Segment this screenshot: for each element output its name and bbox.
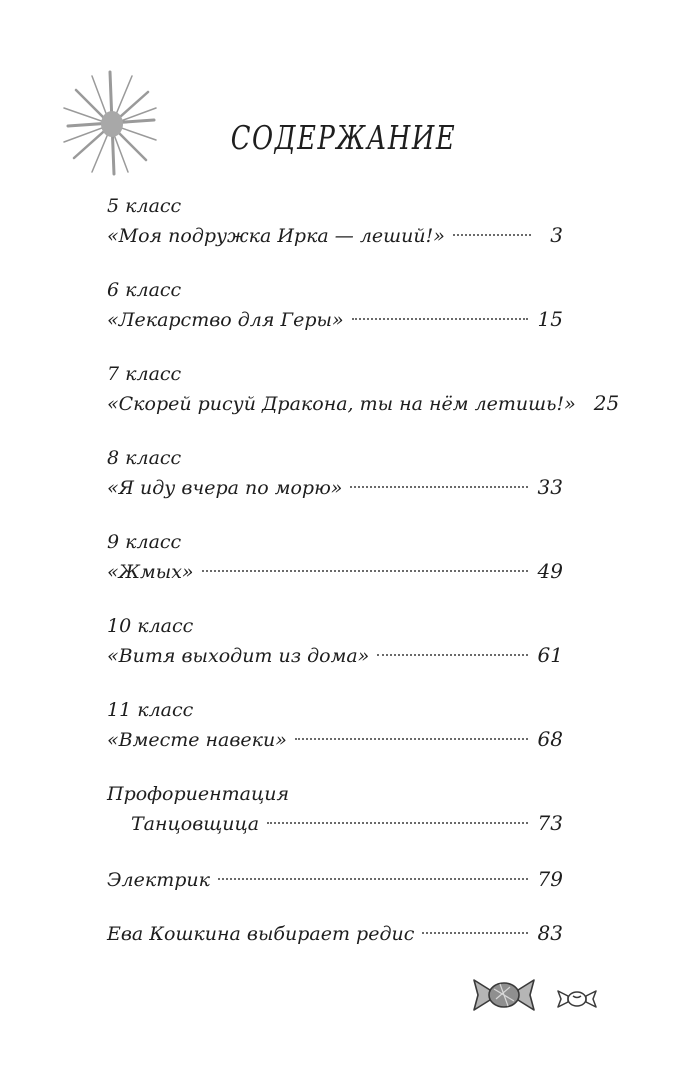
page-number: 79 <box>537 867 563 891</box>
section-label: 5 класс <box>107 195 182 217</box>
dot-leader <box>352 318 528 320</box>
dot-leader <box>350 486 527 488</box>
toc-section-radish <box>107 918 563 948</box>
toc-entry[interactable] <box>107 724 563 754</box>
dot-leader <box>295 738 528 740</box>
toc-section-6 <box>107 276 563 334</box>
wrapped-candy-icon <box>470 972 538 1016</box>
entry-title: «Скорей рисуй Дракона, ты на нём летишь!» <box>107 393 576 415</box>
entry-title: Ева Кошкина выбирает редис <box>107 923 415 945</box>
toc-entry[interactable] <box>107 808 563 838</box>
toc-section-7 <box>107 360 620 418</box>
dot-leader <box>202 570 528 572</box>
toc-section-5 <box>107 192 563 250</box>
dot-leader <box>267 822 527 824</box>
dot-leader <box>453 234 531 236</box>
toc-entry[interactable] <box>107 472 563 502</box>
section-label: 11 класс <box>107 699 194 721</box>
section-label: 9 класс <box>107 531 182 553</box>
dot-leader <box>422 932 527 934</box>
entry-title: «Лекарство для Геры» <box>107 309 344 331</box>
toc-section-electrician <box>107 864 563 894</box>
page-number: 61 <box>537 643 563 667</box>
page-number: 73 <box>537 811 563 835</box>
section-label: 10 класс <box>107 615 194 637</box>
page-number: 33 <box>537 475 563 499</box>
entry-title: Танцовщица <box>131 813 260 835</box>
dot-leader <box>218 878 528 880</box>
toc-entry[interactable] <box>107 640 563 670</box>
candy-outline-icon <box>556 986 598 1012</box>
section-label: 7 класс <box>107 363 182 385</box>
page-number: 68 <box>537 727 563 751</box>
section-label: 8 класс <box>107 447 182 469</box>
toc-entry[interactable] <box>107 556 563 586</box>
page-number: 3 <box>550 223 563 247</box>
entry-title: «Я иду вчера по морю» <box>107 477 343 499</box>
entry-title: «Жмых» <box>107 561 194 583</box>
toc-section-11 <box>107 696 563 754</box>
section-label: Профориентация <box>107 783 290 805</box>
page-number: 49 <box>537 559 563 583</box>
entry-title: «Моя подружка Ирка — леший!» <box>107 225 445 247</box>
toc-section-8 <box>107 444 563 502</box>
dot-leader <box>377 654 527 656</box>
toc-section-10 <box>107 612 563 670</box>
page-number: 83 <box>537 921 563 945</box>
entry-title: «Вместе навеки» <box>107 729 287 751</box>
toc-entry[interactable] <box>107 864 563 894</box>
entry-title: «Витя выходит из дома» <box>107 645 370 667</box>
page-number: 25 <box>593 391 620 415</box>
toc-entry[interactable] <box>107 388 620 418</box>
toc-entry[interactable] <box>107 304 563 334</box>
toc-section-career <box>107 780 563 838</box>
section-label: 6 класс <box>107 279 182 301</box>
page-title: СОДЕРЖАНИЕ <box>230 118 457 157</box>
toc-entry[interactable] <box>107 220 563 250</box>
entry-title: Электрик <box>107 869 210 891</box>
table-of-contents <box>107 192 620 972</box>
page-number: 15 <box>537 307 563 331</box>
toc-section-9 <box>107 528 563 586</box>
toc-entry[interactable] <box>107 918 563 948</box>
